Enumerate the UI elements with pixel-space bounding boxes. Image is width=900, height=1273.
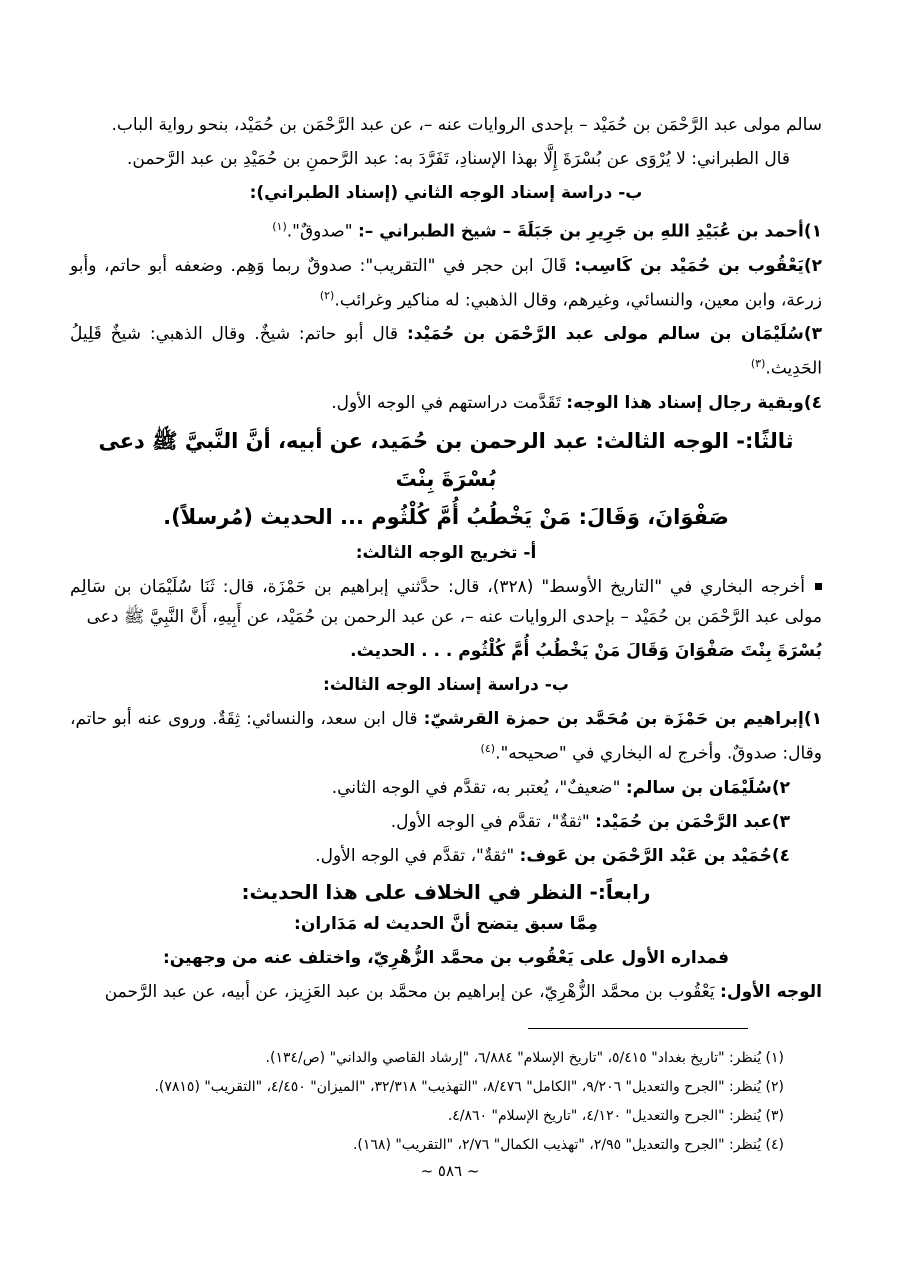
narrator-item: [70, 704, 822, 769]
narrator-text: "ضعيفٌ"، يُعتبر به، تقدَّم في الوجه الثاني.: [331, 777, 626, 798]
page-number: ~ ٥٨٦ ~: [420, 1162, 480, 1180]
footnotes: [70, 1044, 784, 1160]
page-body: [70, 110, 822, 1011]
footnote-ref[interactable]: (١): [272, 220, 287, 233]
narrator-item: [70, 773, 822, 803]
paragraph-text: يَعْقُوب بن محمَّد الزُّهْرِيّ، عن إبراهيم بن محمَّد بن عبد العَزِيز، عن أبيه، عن عبد الرَّحمن: [104, 981, 721, 1002]
narrator-text: قال أبو حاتم: شيخٌ. وقال الذهبي: شيخٌ قَلِيلُ الحَدِيث.: [70, 324, 822, 379]
footnote-separator: [528, 1028, 748, 1029]
footnote-ref[interactable]: (٤): [480, 741, 496, 755]
narrator-text: "ثقةٌ"، تقدَّم في الوجه الأول.: [390, 811, 596, 832]
paragraph: قال الطبراني: لا يُرْوَى عن بُسْرَةَ إِلَّا بهذا الإسنادِ، تَفَرَّدَ به: عبد الرَّحمنِ بن حُمَيْدِ بن عبد الرَّحمن.: [127, 149, 790, 169]
narrator-name: ٤)حُمَيْد بن عَبْد الرَّحْمَن بن عَوف:: [519, 845, 790, 866]
narrator-item: [70, 251, 822, 316]
paragraph: [70, 977, 822, 1007]
narrator-name: ٣)عبد الرَّحْمَن بن حُمَيْد:: [595, 811, 790, 832]
narrator-name: ١)أحمد بن عُبَيْدِ اللهِ بن جَرِيرِ بن جَبَلَةَ – شيخ الطبراني –:: [357, 221, 822, 242]
section-heading: مِمَّا سبق يتضح أنَّ الحديث له مَدَاران:: [294, 913, 598, 934]
narrator-item: [70, 319, 822, 384]
narrator-item: [70, 841, 822, 871]
narrator-item: [70, 212, 822, 247]
footnote: (٣) يُنظر: "الجرح والتعديل" ٤/١٢٠، "تاريخ الإسلام" ٤/٨٦٠.: [447, 1108, 784, 1124]
footnote: (٤) يُنظر: "الجرح والتعديل" ٢/٩٥، "تهذيب الكمال" ٢/٧٦، "التقريب" (١٦٨).: [352, 1137, 784, 1153]
section-title: رابعاً:- النظر في الخلاف على هذا الحديث:: [241, 879, 651, 904]
narrator-text: قال ابن سعد، والنسائي: ثِقَةٌ. وروى عنه أبو حاتم، وقال: صدوقٌ. وأخرج له البخاري في "صحيحه".: [70, 708, 822, 764]
section-heading: فمداره الأول على يَعْقُوب بن محمَّد الزُّهْرِيّ، واختلف عنه من وجهين:: [162, 947, 730, 968]
narrator-name: ٤)وبقية رجال إسناد هذا الوجه:: [566, 392, 822, 413]
footnote: (١) يُنظر: "تاريخ بغداد" ٥/٤١٥، "تاريخ الإسلام" ٦/٨٨٤، "إرشاد القاصي والداني" (ص/١٣٤).: [265, 1050, 784, 1066]
section-heading: أ- تخريج الوجه الثالث:: [355, 542, 537, 563]
narrator-name: ٢)سُلَيْمَان بن سالم:: [625, 777, 790, 798]
section-heading: ب- دراسة إسناد الوجه الثالث:: [323, 674, 569, 695]
narrator-name: ١)إبراهيم بن حَمْزَة بن مُحَمَّد بن حمزة القرشيّ:: [423, 708, 822, 729]
narrator-item: [70, 807, 822, 837]
takhrij-paragraph: [70, 572, 822, 632]
hadith-text: بُسْرَةَ بِنْتَ صَفْوَانَ وَقَالَ مَنْ يَخْطُبُ أُمَّ كُلْثُوم . . . الحديث.: [350, 640, 822, 661]
bullet-icon: [815, 583, 822, 590]
narrator-name: ٢)يَعْقُوب بن حُمَيْد بن كَاسِب:: [574, 255, 823, 276]
narrator-item: [70, 388, 822, 418]
paragraph-label: الوجه الأول:: [720, 981, 822, 1002]
takhrij-text: أخرجه البخاري في "التاريخ الأوسط" (٣٢٨)، قال: حدَّثني إبراهيم بن حَمْزَة، قال: ثَنَا سُلَيْمَان بن سَالِم مولى عبد الرَّحْمَن بن حُمَيْد – بإحدى الروايات عنه –، عن عبد الرحمن بن حُمَيْد، عن أَبِيهِ، أَنَّ النَّبِيَّ ﷺ دعى: [70, 576, 822, 627]
footnote-ref[interactable]: (٢): [319, 288, 335, 302]
section-title: ثالثًا:- الوجه الثالث: عبد الرحمن بن حُمَيد، عن أبيه، أنَّ النَّبيَّ ﷺ دعى بُسْرَةَ بِنْتَ: [98, 428, 794, 491]
section-heading: ب- دراسة إسناد الوجه الثاني (إسناد الطبراني):: [249, 183, 643, 203]
narrator-text: "ثقةٌ"، تقدَّم في الوجه الأول.: [315, 845, 520, 866]
narrator-name: ٣)سُلَيْمَان بن سالم مولى عبد الرَّحْمَن بن حُمَيْد:: [406, 324, 822, 345]
paragraph: سالم مولى عبد الرَّحْمَن بن حُمَيْد – بإحدى الروايات عنه –، عن عبد الرَّحْمَن بن حُمَيْد، بنحو رواية الباب.: [111, 115, 822, 135]
narrator-text: قَالَ ابن حجر في "التقريب": صدوقٌ ربما وَهِم. وضعفه أبو حاتم، وأبو زرعة، وابن معين، والنسائي، وغيرهم، وقال الذهبي: له مناكير وغرائب.: [70, 255, 822, 311]
narrator-text: "صدوقٌ".: [286, 221, 358, 242]
section-title: صَفْوَانَ، وَقَالَ: مَنْ يَخْطُبُ أُمَّ كُلْثُوم ... الحديث (مُرسلاً).: [163, 504, 729, 529]
footnote: (٢) يُنظر: "الجرح والتعديل" ٩/٢٠٦، "الكامل" ٨/٤٧٦، "التهذيب" ٣٢/٣١٨، "الميزان" ٤/٤٥٠، "التقريب" (٧٨١٥).: [154, 1079, 784, 1095]
narrator-text: تَقَدَّمت دراستهم في الوجه الأول.: [331, 392, 567, 413]
footnote-ref[interactable]: (٣): [750, 357, 766, 371]
